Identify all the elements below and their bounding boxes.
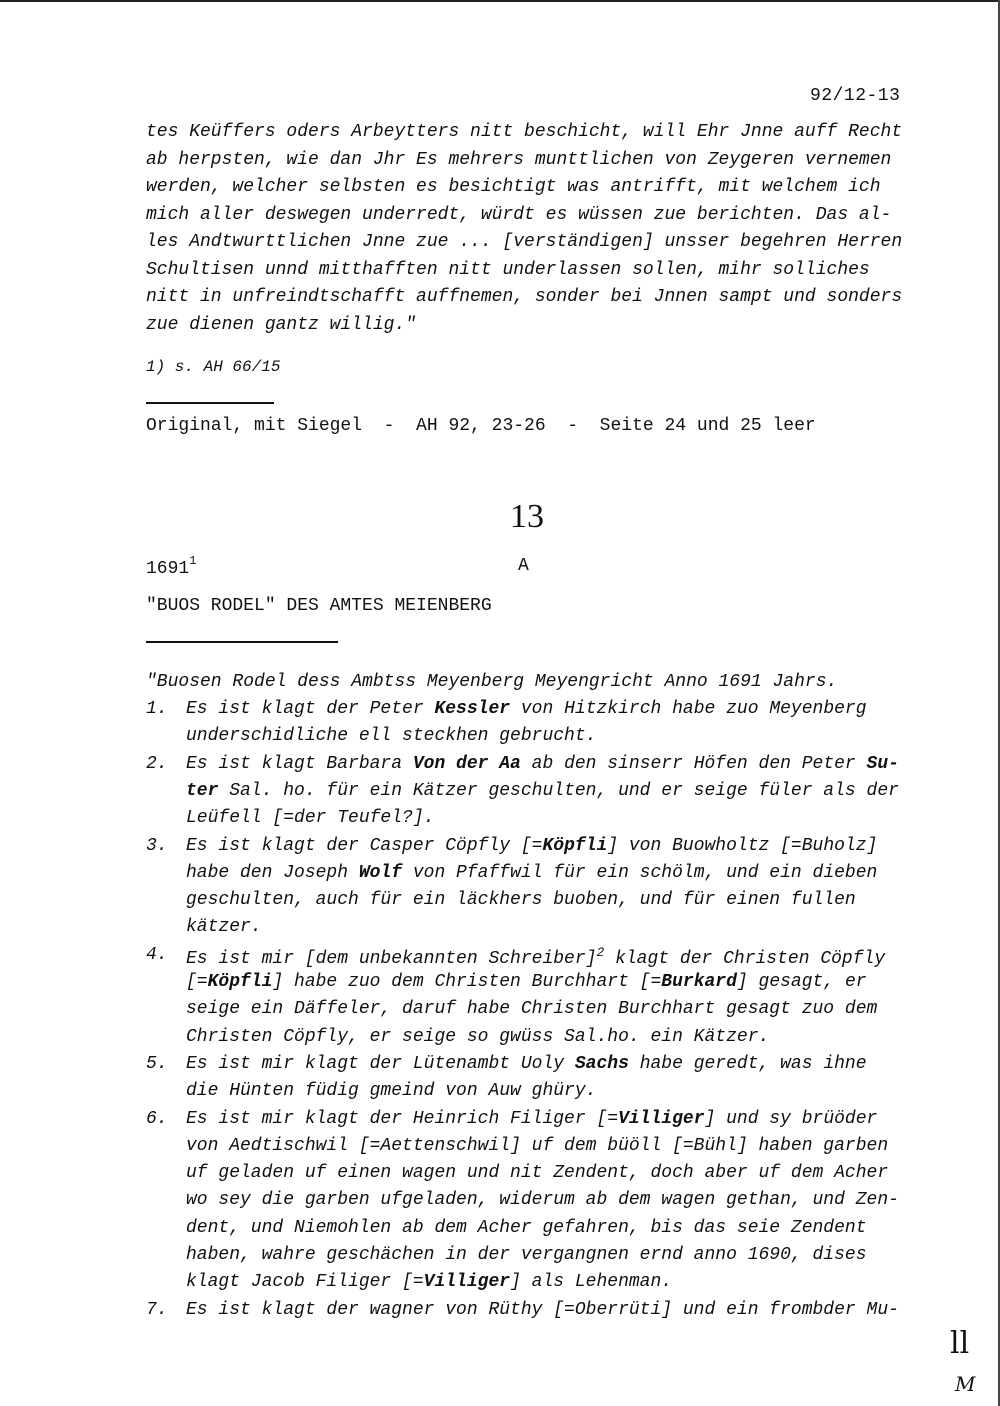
heading-rule bbox=[146, 641, 338, 643]
intro-line: ab herpsten, wie dan Jhr Es mehrers munttlichen von Zeygeren vernemen bbox=[146, 149, 892, 170]
intro-line: Schultisen unnd mitthafften nitt underlassen sollen, mihr solliches bbox=[146, 259, 870, 280]
page-number: 92/12-13 bbox=[810, 86, 901, 106]
entry-line: wo sey die garben ufgeladen, widerum ab dem wagen gethan, und Zen- bbox=[186, 1190, 899, 1211]
intro-line: zue dienen gantz willig." bbox=[146, 314, 417, 335]
entry-number: 5. bbox=[146, 1053, 168, 1074]
footnote: 1) s. AH 66/15 bbox=[146, 358, 281, 376]
entry-line: kätzer. bbox=[186, 917, 262, 938]
surname-bold: Villiger bbox=[423, 1272, 511, 1293]
entry-line: Es ist klagt der wagner von Rüthy [=Oberrüti] und ein frombder Mu- bbox=[186, 1299, 899, 1320]
document-year bbox=[146, 556, 196, 579]
year-footnote-ref: 1 bbox=[189, 554, 197, 568]
entry-line: klagt Jacob Filiger [=Villiger] als Lehenman. bbox=[186, 1272, 673, 1293]
surname-bold: Köpfli bbox=[207, 972, 273, 992]
rodel-title: "Buosen Rodel dess Ambtss Meyenberg Meyengricht Anno 1691 Jahrs. bbox=[146, 672, 838, 692]
source-note: Original, mit Siegel - AH 92, 23-26 - Seite 24 und 25 leer bbox=[146, 416, 816, 436]
document-heading: "BUOS RODEL" DES AMTES MEIENBERG bbox=[146, 596, 492, 616]
intro-line: les Andtwurttlichen Jnne zue ... [verständigen] unsser begehren Herren bbox=[146, 232, 903, 252]
entry-line: dent, und Niemohlen ab dem Acher gefahren, bis das seie Zendent bbox=[186, 1217, 867, 1238]
document-letter: A bbox=[518, 556, 529, 576]
entry-line: seige ein Däffeler, daruf habe Christen Burchhart gesagt zuo dem bbox=[186, 999, 878, 1020]
footnote-ref: 2 bbox=[596, 944, 605, 960]
surname-bold: Burkard bbox=[661, 972, 737, 992]
handwritten-margin-mark: ll bbox=[950, 1326, 970, 1361]
surname-bold: Von der Aa bbox=[412, 753, 521, 774]
footnote-rule bbox=[146, 402, 274, 404]
document-number: 13 bbox=[510, 498, 544, 535]
surname-bold: Kessler bbox=[434, 699, 511, 719]
year-value: 1691 bbox=[146, 559, 190, 579]
scan-border-top bbox=[0, 0, 1000, 2]
surname-bold: Wolf bbox=[358, 862, 403, 883]
entry-line: underschidliche ell steckhen gebrucht. bbox=[186, 726, 597, 747]
intro-line: nitt in unfreindtschafft auffnemen, sonder bei Jnnen sampt und sonders bbox=[146, 287, 903, 307]
entry-line: habe den Joseph Wolf von Pfaffwil für ein schölm, und ein dieben bbox=[186, 862, 878, 883]
intro-line: tes Keüffers oders Arbeytters nitt beschicht, will Ehr Jnne auff Recht bbox=[146, 122, 903, 142]
surname-bold: Sachs bbox=[574, 1053, 629, 1074]
entry-line: Leüfell [=der Teufel?]. bbox=[186, 808, 435, 829]
entry-number: 1. bbox=[146, 699, 168, 719]
entry-line: haben, wahre geschächen in der vergangnen ernd anno 1690, dises bbox=[186, 1245, 867, 1265]
entry-number: 4. bbox=[146, 944, 168, 965]
surname-bold: Köpfli bbox=[542, 835, 608, 856]
entry-number: 3. bbox=[146, 835, 168, 856]
entry-line: Christen Cöpfly, er seige so gwüss Sal.ho. ein Kätzer. bbox=[186, 1026, 770, 1047]
entry-line: Es ist klagt Barbara Von der Aa ab den sinserr Höfen den Peter Su- bbox=[186, 753, 899, 774]
entry-number: 2. bbox=[146, 753, 168, 774]
entry-line: von Aedtischwil [=Aettenschwil] uf dem büöll [=Bühl] haben garben bbox=[186, 1135, 889, 1156]
entry-line: [=Köpfli] habe zuo dem Christen Burchhart [=Burkard] gesagt, er bbox=[186, 972, 867, 992]
entry-line: geschulten, auch für ein läckhers buoben, und für einen fullen bbox=[186, 890, 856, 911]
surname-bold: ter bbox=[186, 780, 219, 801]
entry-number: 6. bbox=[146, 1108, 168, 1129]
entry-line: Es ist mir klagt der Heinrich Filiger [=Villiger] und sy brüöder bbox=[186, 1108, 878, 1129]
handwritten-corner-signature: M bbox=[955, 1372, 976, 1396]
entry-line: ter Sal. ho. für ein Kätzer geschulten, und er seige füler als der bbox=[186, 780, 899, 801]
entry-line: Es ist klagt der Casper Cöpfly [=Köpfli] von Buowholtz [=Buholz] bbox=[186, 835, 878, 856]
surname-bold: Su- bbox=[866, 753, 899, 774]
entry-line: Es ist mir [dem unbekannten Schreiber]$^2$ klagt der Christen Cöpfly bbox=[186, 944, 886, 969]
entry-line: uf geladen uf einen wagen und nit Zendent, doch aber uf dem Acher bbox=[186, 1163, 889, 1184]
intro-line: werden, welcher selbsten es besichtigt was antrifft, mit welchem ich bbox=[146, 177, 881, 197]
entry-line: Es ist mir klagt der Lütenambt Uoly Sachs habe geredt, was ihne bbox=[186, 1053, 867, 1074]
entry-line: die Hünten füdig gmeind von Auw ghüry. bbox=[186, 1081, 597, 1102]
intro-line: mich aller deswegen underredt, würdt es wüssen zue berichten. Das al- bbox=[146, 204, 892, 225]
entry-number: 7. bbox=[146, 1299, 168, 1320]
entry-line: Es ist klagt der Peter Kessler von Hitzkirch habe zuo Meyenberg bbox=[186, 699, 867, 719]
surname-bold: Villiger bbox=[618, 1108, 705, 1129]
